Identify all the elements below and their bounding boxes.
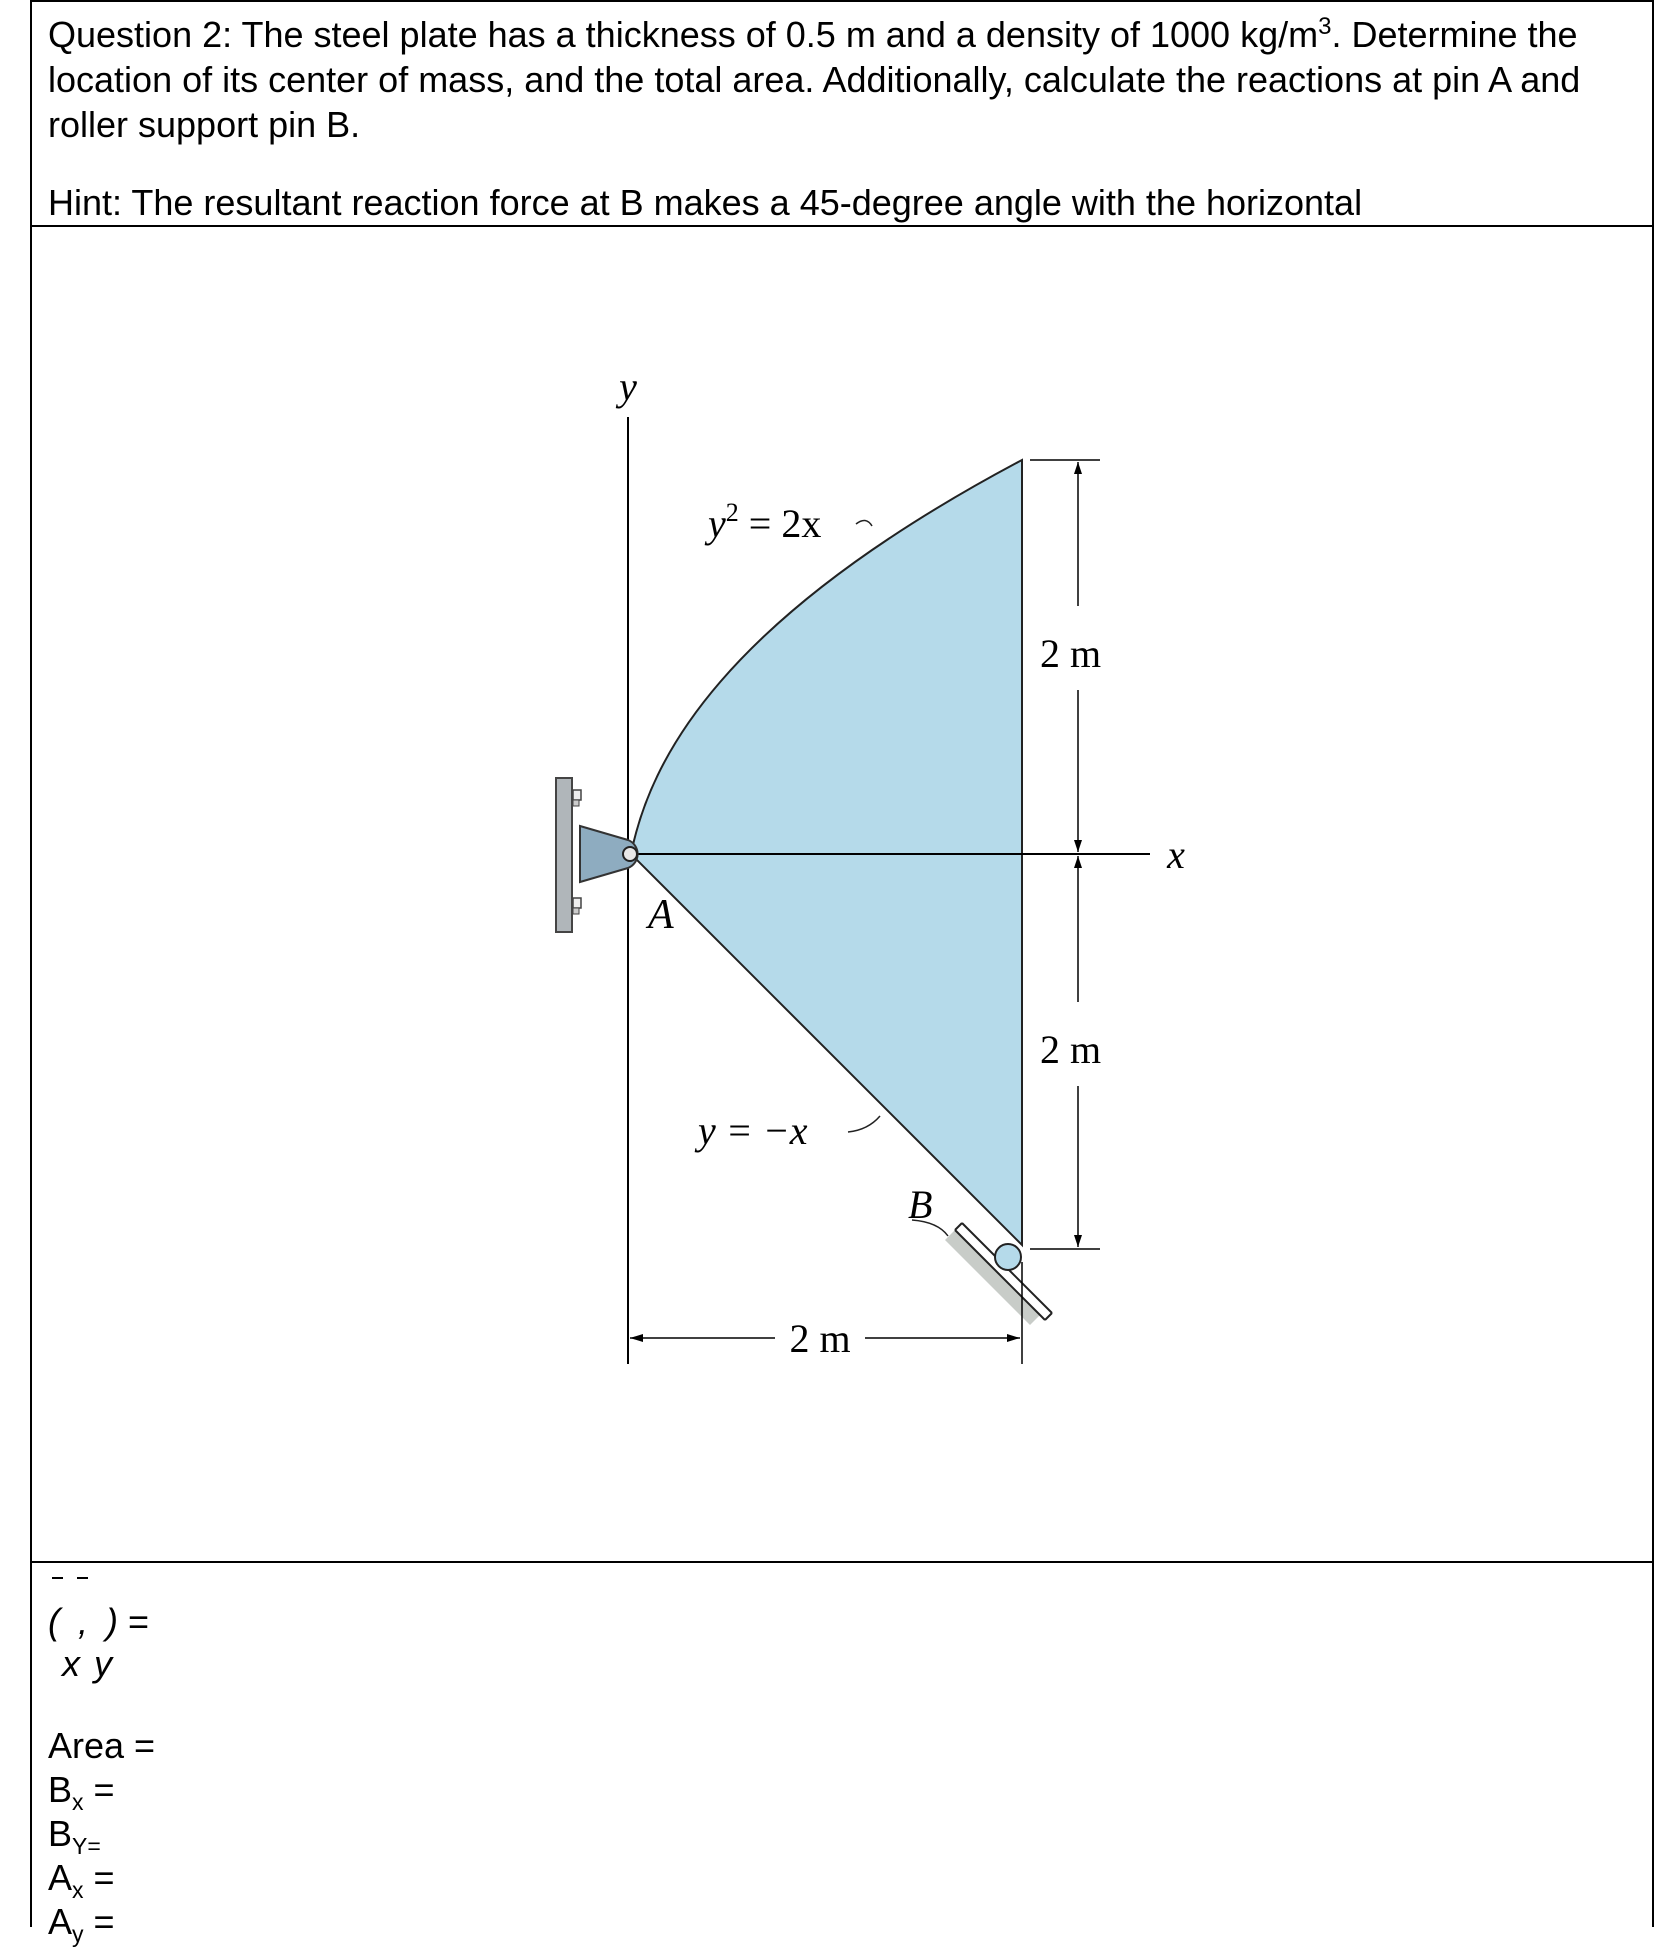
x-axis-label: x (1167, 832, 1185, 877)
upper-dimension-label: 2 m (1040, 631, 1102, 676)
lower-curve-equation: y = −x (698, 1108, 808, 1153)
upper-curve-equation: $y^2 = 2x$ (708, 498, 822, 546)
horizontal-dimension-label: 2 m (789, 1316, 851, 1361)
figure-row-divider (30, 1561, 1654, 1563)
ay-answer: $A_y$ = (48, 1901, 115, 1947)
pin-a-icon (623, 847, 637, 861)
y-bar-mark (77, 1577, 88, 1579)
upper-curve-leader (856, 520, 872, 526)
bx-answer: $B_x$ = (48, 1769, 115, 1815)
point-a-label: A (648, 892, 674, 938)
centroid-line: ( , ) = (48, 1601, 150, 1642)
ax-answer: $A_x$ = (48, 1857, 115, 1903)
x-bar-mark (52, 1577, 63, 1579)
wall-plate (556, 778, 572, 932)
point-b-label: B (908, 1182, 933, 1227)
by-answer: $B_{Y=}$ (48, 1813, 101, 1859)
roller-support-b (945, 1223, 1052, 1325)
y-axis-label: y (619, 364, 637, 409)
lower-curve-leader (848, 1116, 880, 1132)
steel-plate (631, 460, 1022, 1245)
question-text: Question 2: The steel plate has a thickness of 0.5 m and a density of 1000 $kg/m^3$. Determine the location of its center of mass, and the total area. Additionally, calculate the reactions at pin A and roller support pin B. (48, 13, 1581, 145)
area-answer: Area = (48, 1725, 156, 1766)
hint-text: Hint: The resultant reaction force at B makes a 45-degree angle with the horizontal (48, 182, 1363, 223)
lower-dimension-label: 2 m (1040, 1027, 1102, 1072)
roller-icon (995, 1244, 1021, 1270)
centroid-variables: x y (62, 1643, 112, 1684)
